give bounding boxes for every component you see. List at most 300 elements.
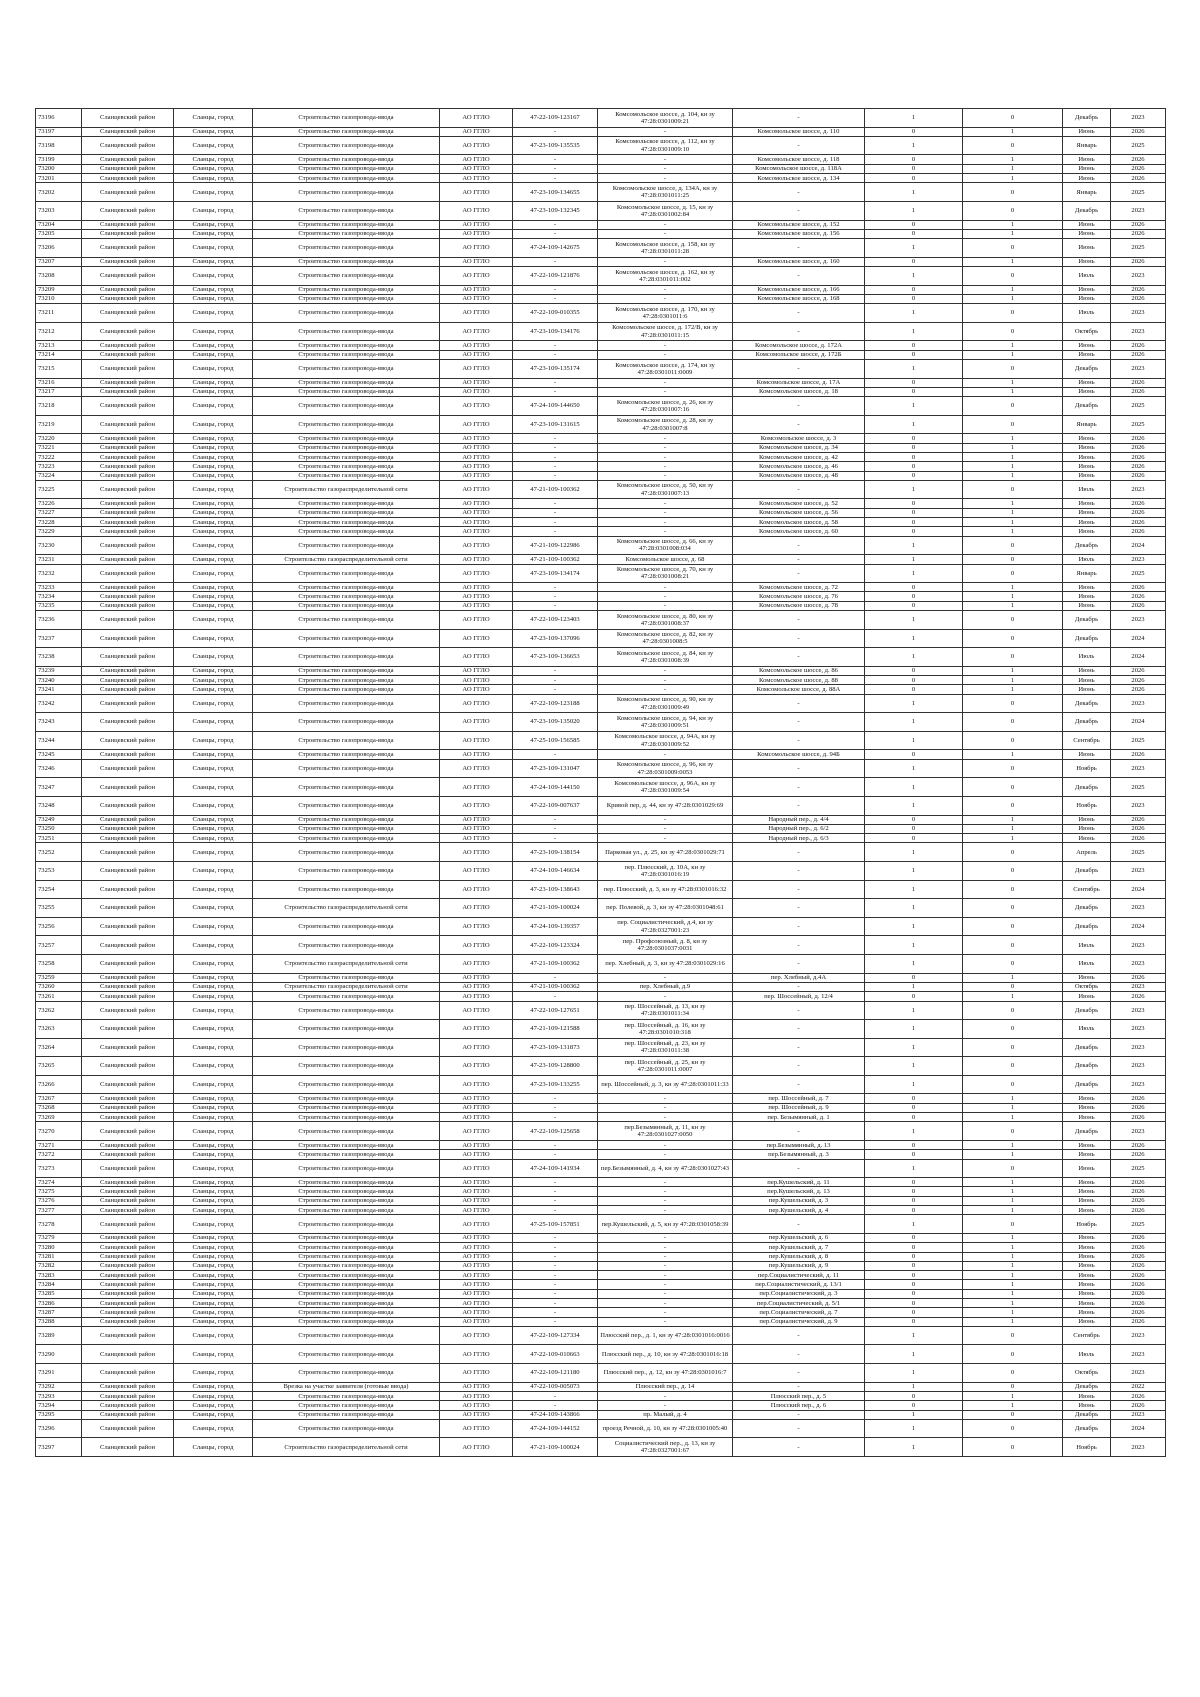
cell-count-b: 1 bbox=[963, 815, 1063, 824]
cell-district: Сланцевский район bbox=[82, 1271, 174, 1280]
cell-address-with-cadastral: пер. Хлебный, д.9 bbox=[598, 982, 733, 991]
cell-address-with-cadastral: - bbox=[598, 1140, 733, 1149]
cell-year: 2026 bbox=[1111, 1140, 1166, 1149]
cell-row-id: 73294 bbox=[36, 1401, 82, 1410]
cell-address-with-cadastral: Комсомольское шоссе, д. 90, кн зу 47:28:0301009:49 bbox=[598, 694, 733, 713]
cell-year: 2026 bbox=[1111, 220, 1166, 229]
cell-row-id: 73223 bbox=[36, 462, 82, 471]
cell-year: 2026 bbox=[1111, 1308, 1166, 1317]
cell-contract-number: 47-24-109-146634 bbox=[513, 862, 598, 881]
cell-address-with-cadastral: - bbox=[598, 1401, 733, 1410]
cell-month: Сентябрь bbox=[1063, 731, 1111, 750]
cell-count-b: 0 bbox=[963, 1382, 1063, 1391]
cell-organization: АО ГГЛО bbox=[440, 555, 513, 564]
table-row bbox=[36, 694, 1166, 713]
cell-address-with-cadastral: Кривой пер, д. 44, кн зу 47:28:0301029:69 bbox=[598, 796, 733, 815]
cell-work-type: Строительство газопровода-ввода bbox=[253, 1326, 440, 1345]
cell-work-type: Строительство газопровода-ввода bbox=[253, 508, 440, 517]
table-row bbox=[36, 1057, 1166, 1076]
cell-district: Сланцевский район bbox=[82, 434, 174, 443]
cell-address: - bbox=[733, 1419, 865, 1438]
cell-contract-number: 47-23-109-133255 bbox=[513, 1075, 598, 1094]
cell-year: 2025 bbox=[1111, 1215, 1166, 1234]
table-row bbox=[36, 759, 1166, 778]
cell-settlement: Сланцы, город bbox=[174, 555, 253, 564]
cell-organization: АО ГГЛО bbox=[440, 294, 513, 303]
cell-work-type: Строительство газопровода-ввода bbox=[253, 992, 440, 1001]
cell-work-type: Строительство газопровода-ввода bbox=[253, 127, 440, 136]
cell-work-type: Строительство газопровода-ввода bbox=[253, 229, 440, 238]
table-row bbox=[36, 713, 1166, 732]
cell-address-with-cadastral: Комсомольское шоссе, д. 162, кн зу 47:28:0301011:002 bbox=[598, 267, 733, 286]
cell-address: Комсомольское шоссе, д. 156 bbox=[733, 229, 865, 238]
cell-organization: АО ГГЛО bbox=[440, 676, 513, 685]
cell-count-b: 1 bbox=[963, 601, 1063, 610]
cell-settlement: Сланцы, город bbox=[174, 1196, 253, 1205]
cell-address: - bbox=[733, 536, 865, 555]
cell-year: 2025 bbox=[1111, 1159, 1166, 1178]
cell-address: - bbox=[733, 1215, 865, 1234]
cell-contract-number: 47-23-109-135174 bbox=[513, 360, 598, 379]
cell-year: 2023 bbox=[1111, 1122, 1166, 1141]
cell-address-with-cadastral: Комсомольское шоссе, д. 94А, кн зу 47:28:0301009:52 bbox=[598, 731, 733, 750]
cell-district: Сланцевский район bbox=[82, 174, 174, 183]
cell-row-id: 73200 bbox=[36, 164, 82, 173]
cell-year: 2026 bbox=[1111, 285, 1166, 294]
cell-address-with-cadastral: Комсомольское шоссе, д. 66, кн зу 47:28:0301008:034 bbox=[598, 536, 733, 555]
cell-count-b: 0 bbox=[963, 778, 1063, 797]
cell-address: Комсомольское шоссе, д. 18 bbox=[733, 387, 865, 396]
cell-count-b: 1 bbox=[963, 1317, 1063, 1326]
cell-work-type: Строительство газопровода-ввода bbox=[253, 731, 440, 750]
cell-contract-number: - bbox=[513, 592, 598, 601]
cell-row-id: 73274 bbox=[36, 1178, 82, 1187]
cell-month: Июнь bbox=[1063, 1113, 1111, 1122]
cell-count-b: 1 bbox=[963, 229, 1063, 238]
cell-count-b: 0 bbox=[963, 796, 1063, 815]
cell-year: 2026 bbox=[1111, 294, 1166, 303]
cell-year: 2026 bbox=[1111, 350, 1166, 359]
cell-organization: АО ГГЛО bbox=[440, 917, 513, 936]
cell-district: Сланцевский район bbox=[82, 322, 174, 341]
table-row bbox=[36, 601, 1166, 610]
cell-organization: АО ГГЛО bbox=[440, 378, 513, 387]
cell-district: Сланцевский район bbox=[82, 685, 174, 694]
cell-count-a: 0 bbox=[865, 387, 963, 396]
table-row bbox=[36, 796, 1166, 815]
cell-contract-number: 47-24-109-143866 bbox=[513, 1410, 598, 1419]
cell-settlement: Сланцы, город bbox=[174, 1326, 253, 1345]
cell-address: Плюсский пер., д. 5 bbox=[733, 1391, 865, 1400]
cell-row-id: 73204 bbox=[36, 220, 82, 229]
cell-address-with-cadastral: Комсомольское шоссе, д. 174, кн зу 47:28:0301011:0009 bbox=[598, 360, 733, 379]
cell-address: пер.Кушельский, д. 7 bbox=[733, 1243, 865, 1252]
cell-address: Комсомольское шоссе, д. 110 bbox=[733, 127, 865, 136]
cell-work-type: Строительство газопровода-ввода bbox=[253, 164, 440, 173]
cell-work-type: Строительство газопровода-ввода bbox=[253, 824, 440, 833]
cell-month: Июнь bbox=[1063, 1289, 1111, 1298]
cell-organization: АО ГГЛО bbox=[440, 1345, 513, 1364]
cell-contract-number: 47-23-109-134655 bbox=[513, 183, 598, 202]
cell-address-with-cadastral: Комсомольское шоссе, д. 50, кн зу 47:28:0301007:13 bbox=[598, 480, 733, 499]
table-row bbox=[36, 1410, 1166, 1419]
cell-settlement: Сланцы, город bbox=[174, 611, 253, 630]
cell-address: - bbox=[733, 136, 865, 155]
table-row bbox=[36, 1243, 1166, 1252]
table-row bbox=[36, 1159, 1166, 1178]
cell-organization: АО ГГЛО bbox=[440, 899, 513, 918]
cell-address: Комсомольское шоссе, д. 60 bbox=[733, 527, 865, 536]
cell-address-with-cadastral: проезд Речной, д. 10, кн зу 47:28:0301005:40 bbox=[598, 1419, 733, 1438]
cell-count-b: 1 bbox=[963, 1271, 1063, 1280]
cell-count-b: 0 bbox=[963, 201, 1063, 220]
cell-settlement: Сланцы, город bbox=[174, 1001, 253, 1020]
cell-contract-number: - bbox=[513, 666, 598, 675]
cell-count-b: 1 bbox=[963, 1243, 1063, 1252]
cell-settlement: Сланцы, город bbox=[174, 1215, 253, 1234]
cell-work-type: Строительство газопровода-ввода bbox=[253, 443, 440, 452]
cell-district: Сланцевский район bbox=[82, 982, 174, 991]
cell-month: Декабрь bbox=[1063, 778, 1111, 797]
cell-row-id: 73211 bbox=[36, 304, 82, 323]
cell-settlement: Сланцы, город bbox=[174, 676, 253, 685]
cell-work-type: Строительство газораспределительной сети bbox=[253, 955, 440, 974]
table-row bbox=[36, 1140, 1166, 1149]
cell-contract-number: - bbox=[513, 257, 598, 266]
cell-work-type: Строительство газопровода-ввода bbox=[253, 1401, 440, 1410]
cell-count-b: 1 bbox=[963, 257, 1063, 266]
cell-year: 2026 bbox=[1111, 834, 1166, 843]
cell-row-id: 73272 bbox=[36, 1150, 82, 1159]
cell-district: Сланцевский район bbox=[82, 676, 174, 685]
table-row bbox=[36, 648, 1166, 667]
cell-contract-number: - bbox=[513, 824, 598, 833]
cell-count-a: 1 bbox=[865, 1438, 963, 1457]
cell-contract-number: - bbox=[513, 434, 598, 443]
cell-month: Ноябрь bbox=[1063, 1438, 1111, 1457]
cell-settlement: Сланцы, город bbox=[174, 1280, 253, 1289]
cell-count-b: 0 bbox=[963, 1345, 1063, 1364]
cell-district: Сланцевский район bbox=[82, 350, 174, 359]
cell-address-with-cadastral: - bbox=[598, 285, 733, 294]
cell-count-b: 1 bbox=[963, 685, 1063, 694]
cell-month: Июнь bbox=[1063, 1196, 1111, 1205]
cell-month: Июнь bbox=[1063, 285, 1111, 294]
cell-address: - bbox=[733, 899, 865, 918]
cell-year: 2025 bbox=[1111, 843, 1166, 862]
cell-count-a: 0 bbox=[865, 1187, 963, 1196]
cell-district: Сланцевский район bbox=[82, 1001, 174, 1020]
cell-settlement: Сланцы, город bbox=[174, 462, 253, 471]
cell-address-with-cadastral: - bbox=[598, 1178, 733, 1187]
cell-count-a: 1 bbox=[865, 360, 963, 379]
cell-settlement: Сланцы, город bbox=[174, 1317, 253, 1326]
cell-work-type: Строительство газопровода-ввода bbox=[253, 499, 440, 508]
cell-row-id: 73229 bbox=[36, 527, 82, 536]
cell-organization: АО ГГЛО bbox=[440, 862, 513, 881]
cell-settlement: Сланцы, город bbox=[174, 1289, 253, 1298]
cell-address: пер.Кушельский, д. 11 bbox=[733, 1178, 865, 1187]
cell-year: 2025 bbox=[1111, 564, 1166, 583]
cell-work-type: Строительство газопровода-ввода bbox=[253, 1122, 440, 1141]
cell-address-with-cadastral: - bbox=[598, 592, 733, 601]
cell-count-a: 0 bbox=[865, 294, 963, 303]
cell-month: Июнь bbox=[1063, 1401, 1111, 1410]
cell-contract-number: - bbox=[513, 155, 598, 164]
cell-district: Сланцевский район bbox=[82, 955, 174, 974]
cell-contract-number: - bbox=[513, 1401, 598, 1410]
cell-settlement: Сланцы, город bbox=[174, 731, 253, 750]
cell-settlement: Сланцы, город bbox=[174, 1233, 253, 1242]
cell-contract-number: 47-23-109-131873 bbox=[513, 1038, 598, 1057]
cell-settlement: Сланцы, город bbox=[174, 1401, 253, 1410]
table-row bbox=[36, 583, 1166, 592]
cell-settlement: Сланцы, город bbox=[174, 834, 253, 843]
cell-district: Сланцевский район bbox=[82, 527, 174, 536]
cell-year: 2024 bbox=[1111, 1419, 1166, 1438]
cell-year: 2026 bbox=[1111, 1271, 1166, 1280]
cell-district: Сланцевский район bbox=[82, 1243, 174, 1252]
table-row bbox=[36, 462, 1166, 471]
cell-work-type: Строительство газопровода-ввода bbox=[253, 796, 440, 815]
cell-year: 2026 bbox=[1111, 229, 1166, 238]
cell-organization: АО ГГЛО bbox=[440, 527, 513, 536]
cell-row-id: 73266 bbox=[36, 1075, 82, 1094]
cell-address: Комсомольское шоссе, д. 42 bbox=[733, 452, 865, 461]
cell-settlement: Сланцы, город bbox=[174, 1122, 253, 1141]
cell-district: Сланцевский район bbox=[82, 1364, 174, 1383]
cell-settlement: Сланцы, город bbox=[174, 592, 253, 601]
cell-district: Сланцевский район bbox=[82, 592, 174, 601]
cell-year: 2025 bbox=[1111, 397, 1166, 416]
cell-district: Сланцевский район bbox=[82, 341, 174, 350]
cell-address-with-cadastral: Комсомольское шоссе, д. 170, кн зу 47:28:0301011:6 bbox=[598, 304, 733, 323]
cell-contract-number: 47-25-109-157851 bbox=[513, 1215, 598, 1234]
cell-year: 2026 bbox=[1111, 1243, 1166, 1252]
cell-work-type: Строительство газопровода-ввода bbox=[253, 1271, 440, 1280]
cell-count-a: 1 bbox=[865, 183, 963, 202]
table-row bbox=[36, 174, 1166, 183]
cell-district: Сланцевский район bbox=[82, 759, 174, 778]
cell-work-type: Строительство газопровода-ввода bbox=[253, 592, 440, 601]
cell-month: Июнь bbox=[1063, 1206, 1111, 1215]
cell-row-id: 73285 bbox=[36, 1289, 82, 1298]
table-row bbox=[36, 1020, 1166, 1039]
cell-organization: АО ГГЛО bbox=[440, 239, 513, 258]
cell-address-with-cadastral: - bbox=[598, 583, 733, 592]
cell-work-type: Строительство газопровода-ввода bbox=[253, 471, 440, 480]
cell-year: 2026 bbox=[1111, 1280, 1166, 1289]
cell-organization: АО ГГЛО bbox=[440, 480, 513, 499]
table-body bbox=[36, 109, 1166, 1457]
cell-count-b: 1 bbox=[963, 1401, 1063, 1410]
cell-year: 2026 bbox=[1111, 1150, 1166, 1159]
cell-count-a: 0 bbox=[865, 434, 963, 443]
cell-organization: АО ГГЛО bbox=[440, 109, 513, 128]
cell-district: Сланцевский район bbox=[82, 1289, 174, 1298]
cell-count-b: 0 bbox=[963, 1038, 1063, 1057]
cell-row-id: 73245 bbox=[36, 750, 82, 759]
cell-year: 2026 bbox=[1111, 452, 1166, 461]
cell-row-id: 73205 bbox=[36, 229, 82, 238]
cell-organization: АО ГГЛО bbox=[440, 796, 513, 815]
cell-settlement: Сланцы, город bbox=[174, 452, 253, 461]
cell-count-a: 0 bbox=[865, 350, 963, 359]
cell-contract-number: 47-24-109-144152 bbox=[513, 1419, 598, 1438]
cell-count-b: 0 bbox=[963, 397, 1063, 416]
cell-count-a: 0 bbox=[865, 229, 963, 238]
cell-year: 2026 bbox=[1111, 1261, 1166, 1270]
cell-year: 2026 bbox=[1111, 434, 1166, 443]
cell-contract-number: - bbox=[513, 973, 598, 982]
cell-district: Сланцевский район bbox=[82, 1150, 174, 1159]
cell-work-type: Строительство газопровода-ввода bbox=[253, 880, 440, 899]
cell-address-with-cadastral: - bbox=[598, 434, 733, 443]
cell-district: Сланцевский район bbox=[82, 843, 174, 862]
cell-address: - bbox=[733, 322, 865, 341]
cell-organization: АО ГГЛО bbox=[440, 834, 513, 843]
cell-address-with-cadastral: - bbox=[598, 1252, 733, 1261]
table-row bbox=[36, 1401, 1166, 1410]
table-row bbox=[36, 936, 1166, 955]
cell-month: Июнь bbox=[1063, 527, 1111, 536]
cell-count-b: 1 bbox=[963, 378, 1063, 387]
cell-year: 2023 bbox=[1111, 109, 1166, 128]
cell-district: Сланцевский район bbox=[82, 601, 174, 610]
cell-work-type: Строительство газопровода-ввода bbox=[253, 862, 440, 881]
cell-address: - bbox=[733, 1410, 865, 1419]
cell-address: - bbox=[733, 1382, 865, 1391]
cell-address: Комсомольское шоссе, д. 56 bbox=[733, 508, 865, 517]
cell-count-b: 0 bbox=[963, 183, 1063, 202]
cell-month: Июнь bbox=[1063, 1261, 1111, 1270]
cell-settlement: Сланцы, город bbox=[174, 880, 253, 899]
table-row bbox=[36, 899, 1166, 918]
cell-count-a: 1 bbox=[865, 917, 963, 936]
cell-row-id: 73251 bbox=[36, 834, 82, 843]
table-row bbox=[36, 239, 1166, 258]
table-row bbox=[36, 1317, 1166, 1326]
cell-contract-number: - bbox=[513, 508, 598, 517]
cell-count-b: 1 bbox=[963, 350, 1063, 359]
cell-district: Сланцевский район bbox=[82, 397, 174, 416]
cell-contract-number: 47-24-109-144650 bbox=[513, 397, 598, 416]
table-row bbox=[36, 564, 1166, 583]
cell-work-type: Строительство газопровода-ввода bbox=[253, 285, 440, 294]
cell-organization: АО ГГЛО bbox=[440, 1289, 513, 1298]
cell-count-b: 0 bbox=[963, 759, 1063, 778]
cell-organization: АО ГГЛО bbox=[440, 1364, 513, 1383]
cell-address-with-cadastral: - bbox=[598, 341, 733, 350]
cell-address-with-cadastral: Комсомольское шоссе, д. 134А, кн зу 47:28:0301011:25 bbox=[598, 183, 733, 202]
cell-year: 2026 bbox=[1111, 1178, 1166, 1187]
cell-organization: АО ГГЛО bbox=[440, 685, 513, 694]
cell-work-type: Строительство газопровода-ввода bbox=[253, 257, 440, 266]
cell-count-b: 1 bbox=[963, 471, 1063, 480]
cell-district: Сланцевский район bbox=[82, 257, 174, 266]
table-row bbox=[36, 387, 1166, 396]
table-row bbox=[36, 397, 1166, 416]
cell-organization: АО ГГЛО bbox=[440, 267, 513, 286]
cell-row-id: 73270 bbox=[36, 1122, 82, 1141]
cell-year: 2026 bbox=[1111, 1252, 1166, 1261]
cell-count-b: 1 bbox=[963, 834, 1063, 843]
cell-work-type: Строительство газопровода-ввода bbox=[253, 109, 440, 128]
table-row bbox=[36, 1289, 1166, 1298]
cell-year: 2026 bbox=[1111, 666, 1166, 675]
cell-count-b: 1 bbox=[963, 824, 1063, 833]
cell-address-with-cadastral: - bbox=[598, 676, 733, 685]
cell-address: - bbox=[733, 1020, 865, 1039]
cell-work-type: Строительство газопровода-ввода bbox=[253, 397, 440, 416]
cell-work-type: Строительство газопровода-ввода bbox=[253, 434, 440, 443]
cell-address-with-cadastral: Плюсский пер., д. 1, кн зу 47:28:0301016:0016 bbox=[598, 1326, 733, 1345]
cell-district: Сланцевский район bbox=[82, 471, 174, 480]
cell-row-id: 73246 bbox=[36, 759, 82, 778]
cell-organization: АО ГГЛО bbox=[440, 1261, 513, 1270]
cell-settlement: Сланцы, город bbox=[174, 109, 253, 128]
cell-address-with-cadastral: пер. Плюсский, д. 3, кн зу 47:28:0301016:32 bbox=[598, 880, 733, 899]
cell-count-b: 1 bbox=[963, 174, 1063, 183]
cell-district: Сланцевский район bbox=[82, 480, 174, 499]
cell-settlement: Сланцы, город bbox=[174, 694, 253, 713]
cell-address: - bbox=[733, 843, 865, 862]
cell-address: - bbox=[733, 731, 865, 750]
cell-organization: АО ГГЛО bbox=[440, 1419, 513, 1438]
cell-organization: АО ГГЛО bbox=[440, 1001, 513, 1020]
cell-organization: АО ГГЛО bbox=[440, 127, 513, 136]
cell-row-id: 73199 bbox=[36, 155, 82, 164]
cell-row-id: 73277 bbox=[36, 1206, 82, 1215]
cell-contract-number: - bbox=[513, 518, 598, 527]
cell-month: Июнь bbox=[1063, 1150, 1111, 1159]
cell-count-a: 1 bbox=[865, 759, 963, 778]
table-row bbox=[36, 257, 1166, 266]
cell-settlement: Сланцы, город bbox=[174, 480, 253, 499]
cell-work-type: Строительство газопровода-ввода bbox=[253, 1317, 440, 1326]
cell-district: Сланцевский район bbox=[82, 1159, 174, 1178]
cell-address: Плюсский пер., д. 6 bbox=[733, 1401, 865, 1410]
cell-row-id: 73224 bbox=[36, 471, 82, 480]
cell-count-a: 0 bbox=[865, 527, 963, 536]
cell-organization: АО ГГЛО bbox=[440, 778, 513, 797]
cell-district: Сланцевский район bbox=[82, 992, 174, 1001]
cell-organization: АО ГГЛО bbox=[440, 1020, 513, 1039]
cell-district: Сланцевский район bbox=[82, 508, 174, 517]
cell-address: Комсомольское шоссе, д. 17А bbox=[733, 378, 865, 387]
cell-organization: АО ГГЛО bbox=[440, 322, 513, 341]
cell-count-a: 0 bbox=[865, 443, 963, 452]
table-row bbox=[36, 508, 1166, 517]
cell-count-a: 0 bbox=[865, 1271, 963, 1280]
cell-contract-number: 47-21-109-100362 bbox=[513, 982, 598, 991]
cell-year: 2024 bbox=[1111, 648, 1166, 667]
cell-address: Комсомольское шоссе, д. 48 bbox=[733, 471, 865, 480]
cell-work-type: Строительство газопровода-ввода bbox=[253, 1196, 440, 1205]
cell-contract-number: 47-23-109-135535 bbox=[513, 136, 598, 155]
cell-year: 2026 bbox=[1111, 824, 1166, 833]
cell-row-id: 73209 bbox=[36, 285, 82, 294]
cell-district: Сланцевский район bbox=[82, 360, 174, 379]
cell-address-with-cadastral: - bbox=[598, 1187, 733, 1196]
cell-district: Сланцевский район bbox=[82, 1280, 174, 1289]
cell-count-a: 1 bbox=[865, 1364, 963, 1383]
cell-district: Сланцевский район bbox=[82, 862, 174, 881]
cell-address: Комсомольское шоссе, д. 34 bbox=[733, 443, 865, 452]
cell-row-id: 73286 bbox=[36, 1299, 82, 1308]
cell-address-with-cadastral: пер. Профсоюзный, д. 8, кн зу 47:28:0301037:0031 bbox=[598, 936, 733, 955]
cell-count-b: 0 bbox=[963, 1326, 1063, 1345]
